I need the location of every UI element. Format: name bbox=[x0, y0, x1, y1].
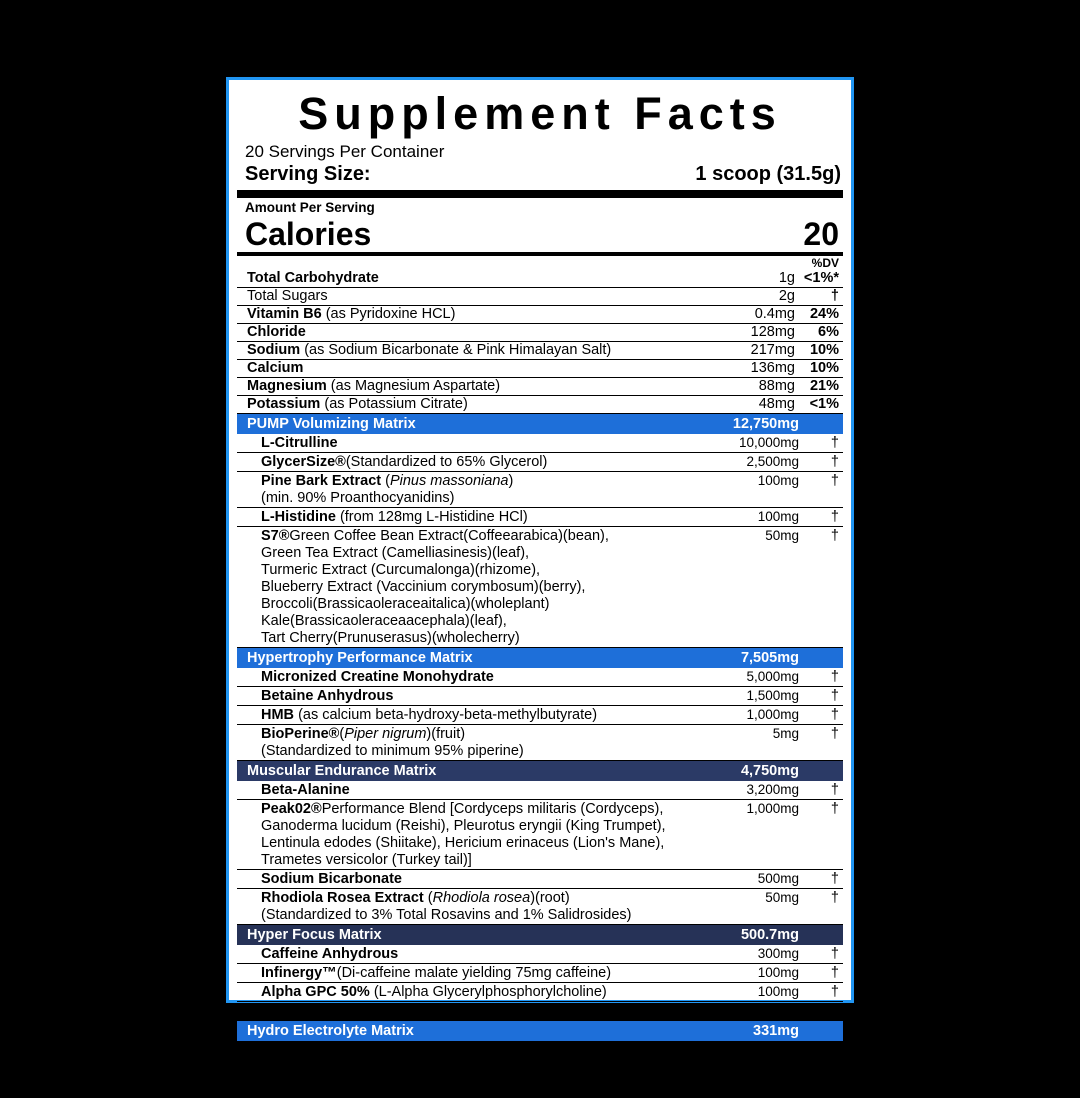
nutrient-name: Potassium (as Potassium Citrate) bbox=[237, 396, 705, 414]
ingredient-name: Rhodiola Rosea Extract (Rhodiola rosea)(root) bbox=[261, 890, 570, 906]
ingredient-name: Betaine Anhydrous bbox=[237, 687, 709, 706]
ingredient-dv: † bbox=[799, 983, 843, 1002]
servings-per-container: 20 Servings Per Container bbox=[245, 142, 445, 161]
matrix-dv bbox=[799, 648, 843, 668]
calories-value: 20 bbox=[803, 216, 839, 252]
ingredient-dv: † bbox=[830, 726, 839, 742]
ingredient-name: S7®Green Coffee Bean Extract(Coffeearabica)(bean), bbox=[261, 528, 609, 544]
matrix-table bbox=[237, 925, 843, 1021]
ingredient-amount: 100mg bbox=[709, 983, 799, 1002]
nutrient-name: Total Carbohydrate bbox=[237, 270, 705, 288]
ingredient-detail-text: Kale(Brassicaoleraceaacephala)(leaf), bbox=[261, 613, 507, 629]
ingredient-dv: † bbox=[830, 473, 839, 489]
matrix-dv bbox=[799, 761, 843, 781]
ingredient-dv: † bbox=[830, 528, 839, 544]
ingredient-amount: 5,000mg bbox=[709, 668, 799, 687]
ingredient-dv: † bbox=[799, 781, 843, 800]
matrix-table bbox=[237, 414, 843, 648]
ingredient-amount: 50mg bbox=[765, 528, 799, 543]
ingredient-dv: † bbox=[799, 508, 843, 527]
ingredient-row bbox=[237, 1079, 843, 1098]
ingredient-name: Pink Himalayan Salt bbox=[237, 1041, 709, 1060]
nutrient-row bbox=[237, 396, 843, 414]
ingredient-amount: 3,200mg bbox=[709, 781, 799, 800]
nutrient-dv: 6% bbox=[795, 324, 843, 342]
ingredient-row bbox=[237, 781, 843, 800]
ingredient-dv: † bbox=[799, 453, 843, 472]
ingredient-row bbox=[237, 527, 843, 546]
ingredient-detail-text: Tart Cherry(Prunuserasus)(wholecherry) bbox=[237, 630, 709, 648]
ingredient-name: HMB (as calcium beta-hydroxy-beta-methylbutyrate) bbox=[237, 706, 709, 725]
divider-thick-top bbox=[237, 190, 843, 198]
ingredient-detail-line bbox=[237, 562, 843, 579]
ingredient-continuation: (Standardized to 3% Total Rosavins and 1% Salidrosides) bbox=[237, 907, 709, 925]
nutrient-dv: <1% bbox=[795, 396, 843, 414]
matrix-name: Hypertrophy Performance Matrix bbox=[237, 648, 709, 668]
ingredient-row bbox=[237, 945, 843, 964]
nutrient-amount: 88mg bbox=[705, 378, 795, 396]
ingredient-amount: 88mg bbox=[709, 1060, 799, 1079]
ingredient-name: Pine Bark Extract (Pinus massoniana) bbox=[261, 473, 514, 489]
ingredient-row bbox=[237, 889, 843, 908]
nutrient-dv: 24% bbox=[795, 306, 843, 324]
ingredient-name: GlycerSize®(Standardized to 65% Glycerol) bbox=[237, 453, 709, 472]
ingredient-dv: † bbox=[799, 687, 843, 706]
ingredient-row bbox=[237, 800, 843, 819]
ingredient-amount: 100mg bbox=[709, 508, 799, 527]
nutrient-amount: 217mg bbox=[705, 342, 795, 360]
ingredient-row bbox=[237, 668, 843, 687]
ingredient-row bbox=[237, 725, 843, 744]
ingredient-row bbox=[237, 508, 843, 527]
ingredient-detail-text: Turmeric Extract (Curcumalonga)(rhizome), bbox=[261, 562, 541, 578]
nutrient-amount: 136mg bbox=[705, 360, 795, 378]
nutrient-amount: 2g bbox=[705, 288, 795, 306]
ingredient-amount: 200mg bbox=[709, 1041, 799, 1060]
nutrient-row bbox=[237, 288, 843, 306]
ingredient-name: Micronized Creatine Monohydrate bbox=[237, 668, 709, 687]
ingredient-amount: 5mg bbox=[772, 726, 799, 741]
nutrient-row bbox=[237, 324, 843, 342]
ingredient-amount: 2,500mg bbox=[709, 453, 799, 472]
ingredient-detail-text: Blueberry Extract (Vaccinium corymbosum)(berry), bbox=[261, 579, 586, 595]
ingredient-dv: † bbox=[799, 964, 843, 983]
matrix-name: Muscular Endurance Matrix bbox=[237, 761, 709, 781]
nutrient-dv: 10% bbox=[795, 360, 843, 378]
matrix-total: 7,505mg bbox=[709, 648, 799, 668]
ingredient-amount: 200mcg bbox=[709, 1002, 799, 1021]
nutrient-table bbox=[237, 270, 843, 414]
ingredient-amount: 1,000mg bbox=[709, 706, 799, 725]
ingredient-name: L-Citrulline bbox=[237, 434, 709, 453]
ingredient-row bbox=[237, 434, 843, 453]
nutrient-dv: <1%* bbox=[795, 270, 843, 288]
ingredient-amount: 10,000mg bbox=[709, 434, 799, 453]
ingredient-dv: † bbox=[799, 434, 843, 453]
ingredient-row bbox=[237, 983, 843, 1002]
ingredient-name: Alpha GPC 50% (L-Alpha Glycerylphosphorylcholine) bbox=[237, 983, 709, 1002]
ingredient-row bbox=[237, 1041, 843, 1060]
matrix-dv bbox=[799, 925, 843, 945]
nutrient-dv: 10% bbox=[795, 342, 843, 360]
supplement-facts-panel bbox=[226, 77, 854, 1096]
ingredient-row bbox=[237, 964, 843, 983]
ingredient-dv: † bbox=[830, 801, 839, 817]
ingredient-row bbox=[237, 706, 843, 725]
matrix-name: Hyper Focus Matrix bbox=[237, 925, 709, 945]
ingredient-name: Sodium Bicarbonate bbox=[237, 870, 709, 889]
ingredient-name: Beta-Alanine bbox=[237, 781, 709, 800]
matrix-total: 12,750mg bbox=[709, 414, 799, 434]
amount-per-serving-label: Amount Per Serving bbox=[245, 200, 375, 215]
matrix-total: 500.7mg bbox=[709, 925, 799, 945]
ingredient-name: Caffeine Anhydrous bbox=[237, 945, 709, 964]
matrix-header-row bbox=[237, 1021, 843, 1041]
matrix-dv bbox=[799, 1021, 843, 1041]
nutrient-name: Chloride bbox=[237, 324, 705, 342]
ingredient-amount: 50mg bbox=[765, 890, 799, 905]
ingredient-row bbox=[237, 1002, 843, 1021]
nutrient-amount: 0.4mg bbox=[705, 306, 795, 324]
matrix-header-row bbox=[237, 925, 843, 945]
serving-size-value: 1 scoop (31.5g) bbox=[695, 163, 841, 185]
ingredient-amount: 1,000mg bbox=[746, 801, 799, 816]
ingredient-row bbox=[237, 453, 843, 472]
nutrient-amount: 1g bbox=[705, 270, 795, 288]
ingredient-name: Magnesium bbox=[237, 1060, 709, 1079]
daily-value-header: %DV bbox=[811, 256, 839, 270]
matrix-total: 4,750mg bbox=[709, 761, 799, 781]
ingredient-dv: † bbox=[799, 668, 843, 687]
matrix-table bbox=[237, 1021, 843, 1098]
nutrient-row bbox=[237, 270, 843, 288]
nutrient-row bbox=[237, 378, 843, 396]
ingredient-amount: 1,500mg bbox=[709, 687, 799, 706]
ingredient-detail-line bbox=[237, 835, 843, 852]
ingredient-detail-text: Green Tea Extract (Camelliasinesis)(leaf), bbox=[261, 545, 530, 561]
nutrient-row bbox=[237, 342, 843, 360]
ingredient-amount: 100mg bbox=[757, 473, 799, 488]
nutrient-name: Total Sugars bbox=[237, 288, 705, 306]
ingredient-dv: † bbox=[799, 706, 843, 725]
ingredient-detail-text: Trametes versicolor (Turkey tail)] bbox=[237, 852, 709, 870]
ingredient-name: L-Histidine (from 128mg L-Histidine HCl) bbox=[237, 508, 709, 527]
matrix-dv bbox=[799, 414, 843, 434]
ingredient-detail-text: Broccoli(Brassicaoleraceaitalica)(wholeplant) bbox=[261, 596, 550, 612]
ingredient-row bbox=[237, 687, 843, 706]
nutrient-name: Calcium bbox=[237, 360, 705, 378]
ingredient-name: Peak02®Performance Blend [Cordyceps militaris (Cordyceps), bbox=[261, 801, 664, 817]
serving-size-label: Serving Size: bbox=[245, 163, 371, 185]
ingredient-amount: 300mg bbox=[709, 945, 799, 964]
ingredient-dv: † bbox=[799, 870, 843, 889]
ingredient-continuation-row bbox=[237, 490, 843, 508]
calories-label: Calories bbox=[245, 216, 372, 252]
nutrient-name: Vitamin B6 (as Pyridoxine HCL) bbox=[237, 306, 705, 324]
ingredient-name: Infinergy™(Di-caffeine malate yielding 75mg caffeine) bbox=[237, 964, 709, 983]
ingredient-dv bbox=[799, 1079, 843, 1098]
ingredient-continuation-row bbox=[237, 907, 843, 925]
matrix-container bbox=[237, 414, 843, 1098]
ingredient-detail-line bbox=[237, 630, 843, 648]
nutrient-amount: 128mg bbox=[705, 324, 795, 342]
calories-row bbox=[245, 216, 839, 252]
ingredient-amount: 48mg bbox=[709, 1079, 799, 1098]
nutrient-amount: 48mg bbox=[705, 396, 795, 414]
ingredient-detail-text: Lentinula edodes (Shiitake), Hericium erinaceus (Lion's Mane), bbox=[261, 835, 665, 851]
nutrient-row bbox=[237, 306, 843, 324]
ingredient-continuation-row bbox=[237, 743, 843, 761]
ingredient-dv: † bbox=[830, 890, 839, 906]
ingredient-continuation: (Standardized to minimum 95% piperine) bbox=[237, 743, 709, 761]
matrix-name: PUMP Volumizing Matrix bbox=[237, 414, 709, 434]
ingredient-row bbox=[237, 870, 843, 889]
nutrient-row bbox=[237, 360, 843, 378]
ingredient-dv: † bbox=[799, 945, 843, 964]
ingredient-name: Huperzine A (Huperzia serrata)(whole herb) bbox=[237, 1002, 709, 1021]
ingredient-detail-line bbox=[237, 596, 843, 613]
ingredient-amount: 100mg bbox=[709, 964, 799, 983]
ingredient-name: BioPerine®(Piper nigrum)(fruit) bbox=[261, 726, 466, 742]
matrix-table bbox=[237, 648, 843, 761]
ingredient-detail-line bbox=[237, 613, 843, 630]
ingredient-detail-text: Ganoderma lucidum (Reishi), Pleurotus eryngii (King Trumpet), bbox=[261, 818, 666, 834]
nutrient-dv: 21% bbox=[795, 378, 843, 396]
ingredient-continuation: (min. 90% Proanthocyanidins) bbox=[237, 490, 709, 508]
ingredient-detail-line bbox=[237, 579, 843, 596]
ingredient-dv bbox=[799, 1060, 843, 1079]
matrix-name: Hydro Electrolyte Matrix bbox=[237, 1021, 709, 1041]
ingredient-name: Potassium bbox=[237, 1079, 709, 1098]
nutrient-name: Magnesium (as Magnesium Aspartate) bbox=[237, 378, 705, 396]
nutrient-name: Sodium (as Sodium Bicarbonate & Pink Himalayan Salt) bbox=[237, 342, 705, 360]
supplement-facts-inner bbox=[237, 86, 843, 1096]
matrix-header-row bbox=[237, 761, 843, 781]
matrix-total: 331mg bbox=[709, 1021, 799, 1041]
serving-size-row bbox=[245, 162, 841, 186]
ingredient-detail-line bbox=[237, 818, 843, 835]
ingredient-row bbox=[237, 472, 843, 491]
page-title: Supplement Facts bbox=[298, 88, 782, 139]
ingredient-dv bbox=[799, 1041, 843, 1060]
ingredient-detail-line bbox=[237, 852, 843, 870]
ingredient-row bbox=[237, 1060, 843, 1079]
matrix-header-row bbox=[237, 648, 843, 668]
matrix-table bbox=[237, 761, 843, 925]
ingredient-amount: 500mg bbox=[709, 870, 799, 889]
ingredient-detail-line bbox=[237, 545, 843, 562]
matrix-header-row bbox=[237, 414, 843, 434]
ingredient-dv: † bbox=[799, 1002, 843, 1021]
nutrient-dv: † bbox=[795, 288, 843, 306]
